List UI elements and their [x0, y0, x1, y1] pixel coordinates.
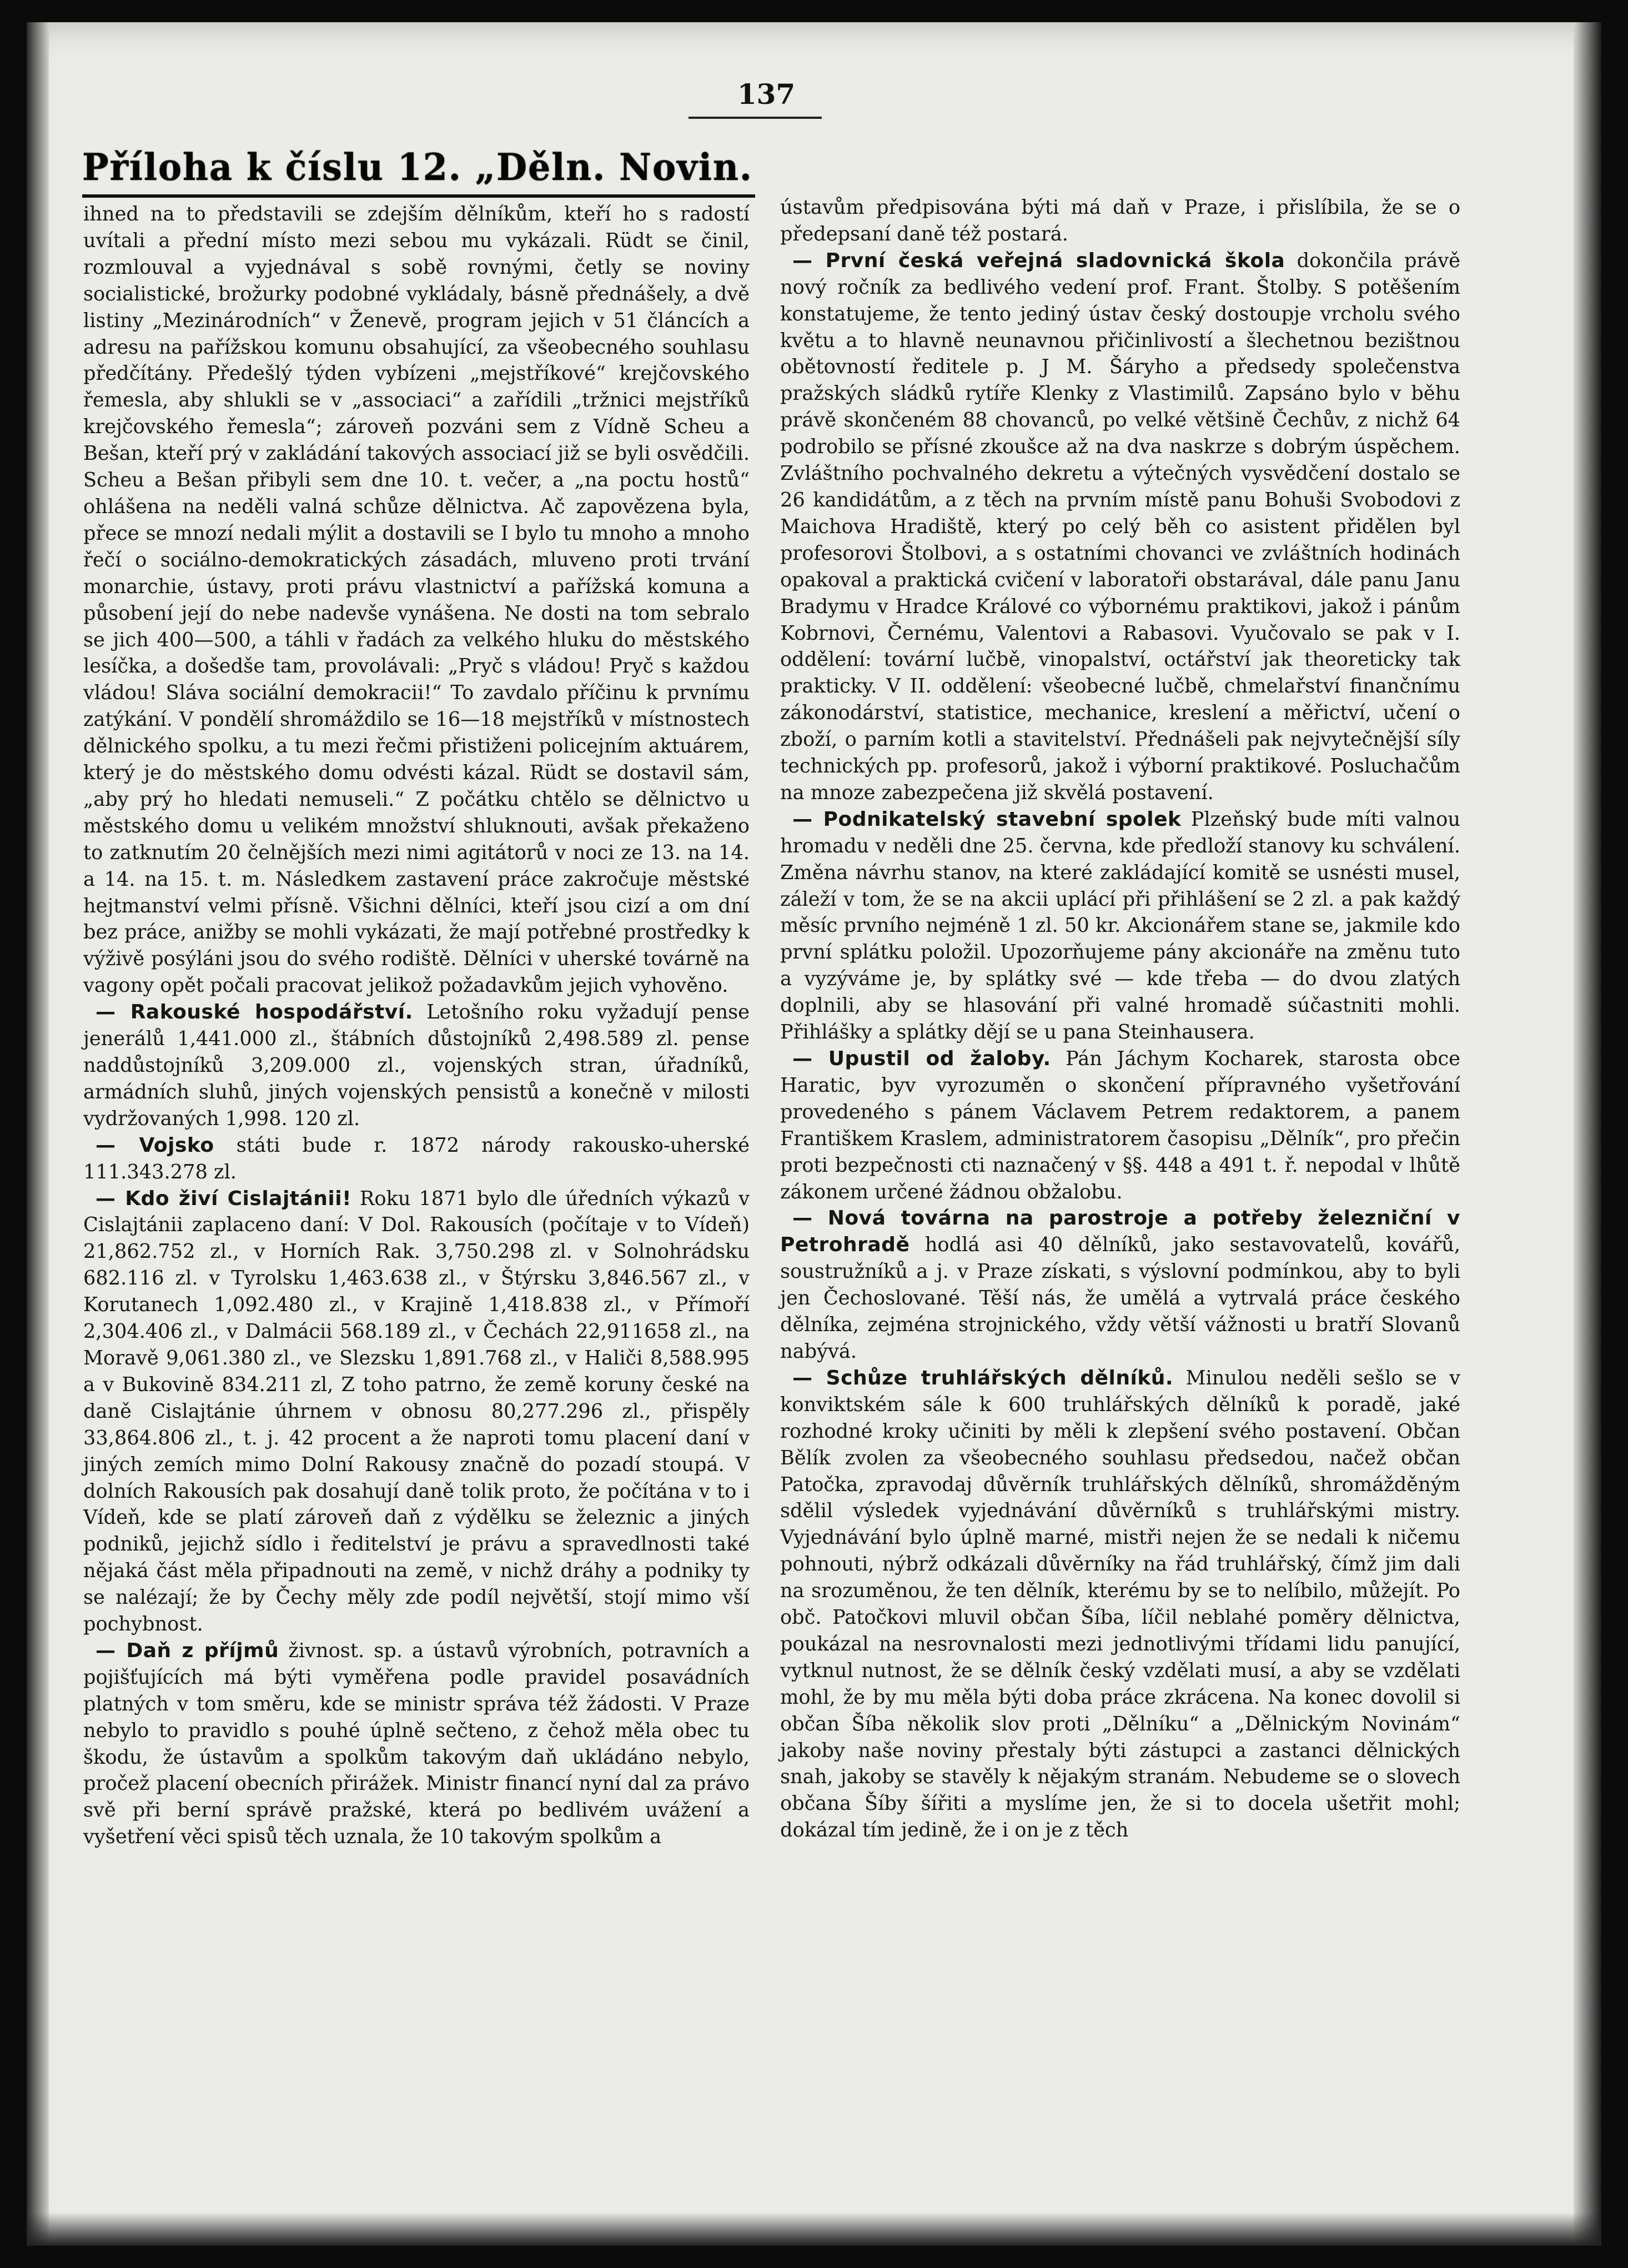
news-item-heading: — Rakouské hospodářství. [96, 1001, 413, 1024]
supplement-masthead: Příloha k číslu 12. „Děln. Novin. [82, 145, 753, 189]
news-item [83, 1132, 750, 1186]
news-item-heading: — Nová továrna na parostroje a potřeby železniční v Petrohradě [780, 1207, 1460, 1257]
news-item-heading: — Podnikatelský stavební spolek [792, 807, 1182, 831]
news-item-heading: — První česká veřejná sladovnická škola [792, 249, 1285, 272]
news-item-heading: — Vojsko [96, 1133, 214, 1157]
news-item-body: státi bude r. 1872 národy rakousko-uherské 111.343.278 zl. [83, 1133, 750, 1183]
news-item-body: dokončila právě nový ročník za bedlivého vedení prof. Frant. Štolby. S potěšením konstatujeme, že tento jediný ústav český dostoupje vrcholu svého květu a to hlavně neunavnou přičinlivostí a šlechetnou bezištnou obětovností ředitele p. J M. Šáryho a předsedy společenstva pražských sládků rytíře Klenky z Vlastimilů. Zapsáno bylo v běhu právě skončeném 88 chovanců, po velké většině Čechův, z nichž 64 podrobilo se přísné zkoušce až na dva naskrze s dobrým úspěchem. Zvláštního pochvalného dekretu a výtečných vysvědčení dostalo se 26 kandidátům, a z těch na prvním místě panu Bohuši Svobodovi z Maichova Hradiště, který po celý běh co asistent přidělen byl profesorovi Štolbovi, a s ostatními chovanci ve zvláštních hodinách opakoval a praktická cvičení v laboratoři obstarával, dále panu Janu Bradymu v Hradce Králové co výbornému praktikovi, jakož i pánům Kobrnovi, Černému, Valentovi a Rabasovi. Vyučovalo se pak v I. oddělení: tovární lučbě, vinopalství, octářství jak theoreticky tak prakticky. V II. oddělení: všeobecné lučbě, chmelařství finančnímu zákonodárství, statistice, mechanice, kreslení a měřictví, učení o zboží, o parním kotli a stavitelství. Přednášeli pak nejvytečnější síly technických pp. profesorů, jakož i výborní praktikové. Posluchačům na mnoze zabezpečena již skvělá postavení. [780, 249, 1461, 804]
page-number-rule [689, 117, 822, 119]
article-paragraph: ústavům předpisována býti má daň v Praze, i přislíbila, že se o předepsaní daně též postará. [780, 196, 1460, 245]
news-item-body: Minulou neděli sešlo se v konviktském sále k 600 truhlářských dělníků k poradě, jaké rozhodné kroky učiniti by měli k zlepšení svého postavení. Občan Bělík zvolen za všeobecného souhlasu předsedou, načež občan Patočka, zpravodaj důvěrník truhlářských dělníků, shromážděným sdělil výsledek vyjednávání důvěrníků s truhlářskými mistry. Vyjednávání bylo úplně marné, mistři nejen že se nedali k ničemu pohnouti, nýbrž odkázali důvěrníky na řád truhlářský, čímž jim dali na srozuměnou, že ten dělník, kterému by se to nelíbilo, můžejít. Po obč. Patočkovi mluvil občan Šíba, líčil neblahé poměry dělnictva, poukázal na nesrovnalosti mezi jednotlivými třídami lidu panující, vytknul nutnost, že se dělník český vzdělati musí, a aby se vzdělati mohl, že by mu měla býti doba práce zkrácena. Na konec dovolil si občan Šíba několik slov proti „Dělníku“ a „Dělnickým Novinám“ jakoby naše noviny přestaly býti zástupci a zastanci dělnických snah, jakoby se stavěly k nějakým stranám. Nebudeme se o slovech občana Šíby šířiti a myslíme jen, že si to docela ušetřit mohl; dokázal tím jedině, že i on je z těch [780, 1366, 1460, 1842]
news-item [83, 1638, 750, 1850]
news-item [780, 1365, 1460, 1844]
news-item-body: Pán Jáchym Kocharek, starosta obce Haratic, byv vyrozuměn o skončení přípravného vyšetřování provedeného s pánem Václavem Petrem redaktorem, a panem Františkem Kraslem, administratorem časopisu „Dělník“, pro přečin proti bezpečnosti cti naznačený v §§. 448 a 491 t. ř. nepodal v lhůtě zákonem určené žádnou obžalobu. [780, 1047, 1460, 1203]
page-left-edge-shadow [27, 22, 49, 2246]
left-column [83, 201, 750, 1850]
news-item-heading: — Kdo živí Cislajtánii! [96, 1187, 352, 1210]
news-item-body: hodlá asi 40 dělníků, jako sestavovatelů, kovářů, soustružníků a j. v Praze získati, s výslovní podmínkou, aby to byli jen Čechoslované. Těší nás, že umělá a vytrvalá práce českého dělníka, zejména strojnického, vždy větší vážnosti u bratří Slovanů nabývá. [780, 1233, 1460, 1363]
masthead-rule [82, 194, 755, 198]
news-item-body: Roku 1871 bylo dle úředních výkazů v Cislajtánii zaplaceno daní: V Dol. Rakousích (počítaje v to Vídeň) 21,862.752 zl., v Horních Rak. 3,750.298 zl. v Solnohrádsku 682.116 zl. v Tyrolsku 1,463.638 zl., v Štýrsku 3,846.567 zl., v Korutanech 1,092.480 zl., v Krajině 1,418.838 zl., v Přímoří 2,304.406 zl., v Dalmácii 568.189 zl., v Čechách 22,911658 zl., na Moravě 9,061.380 zl., ve Slezsku 1,891.768 zl., v Haliči 8,588.995 a v Bukovině 834.211 zl, Z toho patrno, že země koruny české na daně Cislajtánie úhrnem v obnosu 80,277.296 zl., přispěly 33,864.806 zl., t. j. 42 procent a že naproti tomu placení daní v jiných zemích mimo Dolní Rakousy značně do pozadí stoupá. V dolních Rakousích pak dosahují daně tolik proto, že počítána v to i Vídeň, kde se platí zároveň daň z výdělku se železnic a jiných podniků, jejichž sídlo i ředitelství je právu a spravedlnosti také nějaká část měla připadnouti na země, v nichž dráhy a podniky ty se nalézají; že by Čechy měly zde podíl největší, stojí mimo vší pochybnost. [83, 1187, 750, 1636]
news-item [780, 1046, 1460, 1205]
news-item-body: Letošního roku vyžadují pense jenerálů 1,441.000 zl., štábních důstojníků 2,498.589 zl. pense naddůstojníků 3,209.000 zl., vojenských stran, úřadníků, armádních sluhů, jiných vojenských pensistů a konečně v milosti vydržovaných 1,998. 120 zl. [83, 1001, 750, 1130]
news-item-heading: — Schůze truhlářských dělníků. [792, 1366, 1174, 1389]
news-item [83, 1186, 750, 1638]
page-right-edge-shadow [1574, 22, 1601, 2246]
news-item-heading: — Upustil od žaloby. [792, 1047, 1051, 1070]
news-item [83, 999, 750, 1132]
news-item-heading: — Daň z příjmů [96, 1639, 279, 1662]
news-item [780, 1205, 1460, 1364]
page-bottom-edge-shadow [27, 2212, 1601, 2246]
right-column [780, 194, 1460, 1844]
news-item-body: Plzeňský bude míti valnou hromadu v neděli dne 25. června, kde předloží stanovy ku schválení. Změna návrhu stanov, na které zakládající komitě se usnésti musel, záleží v tom, že se na akcii uplácí při přihlášení se 2 zl. a pak každý měsíc prvního nejméně 1 zl. 50 kr. Akcionářem stane se, jakmile kdo první splátku položil. Upozorňujeme pány akcionáře na změnu tuto a vyzýváme je, by splátky své — kde třeba — do dvou zlatých doplnili, aby se hlasování při valné hromadě súčastniti mohli. Přihlášky a splátky dějí se u pana Steinhausera. [780, 807, 1461, 1044]
page-number: 137 [737, 78, 796, 111]
news-item-body: živnost. sp. a ústavů výrobních, potravních a pojišťujících má býti vyměřena podle pravidel posavádních platných v tom směru, kde se ministr správa též žádosti. V Praze nebylo to pravidlo s pouhé úplně sečteno, z čehož měla obec tu škodu, že ústavům a spolkům takovým daň ukládáno nebylo, pročež placení obecních přirážek. Ministr financí nyní dal za právo svě při berní správě pražské, která po bedlivém uvážení a vyšetření věci spisů těch uznala, že 10 takovým spolkům a [83, 1639, 750, 1849]
news-item [780, 806, 1460, 1046]
news-item [780, 248, 1460, 806]
article-paragraph: ihned na to představili se zdejším dělníkům, kteří ho s radostí uvítali a přední místo mezi sebou mu vykázali. Rüdt se činil, rozmlouval a vyjednával s sobě rovnými, četly se noviny socialistické, brožurky podobné vykládaly, básně přednášely, a dvě listiny „Mezinárodních“ v Ženevě, program jejich v 51 článcích a adresu na pařížskou komunu obsahující, za všeobecného souhlasu předčítány. Předešlý týden vybízeni „mejstříkové“ krejčovského řemesla, aby shlukli se v „associaci“ a zařídili „tržnici mejstříků krejčovského řemesla“; zároveň pozváni sem z Vídně Scheu a Bešan, kteří prý v zakládání takových associací již se byli osvědčili. Scheu a Bešan přibyli sem dne 10. t. večer, a „na poctu hostů“ ohlášena na neděli valná schůze dělnictva. Ač zapovězena byla, přece se mnozí nedali mýlit a dostavili se I bylo tu mnoho a mnoho řečí o sociálno-demokratických zásadách, mluveno proti trvání monarchie, ústavy, proti právu vlastnictví a pařížská komuna a působení její do nebe nadevše vynášena. Ne dosti na tom sebralo se jich 400—500, a táhli v řadách za velkého hluku do městského lesíčka, a došedše tam, provolávali: „Pryč s vládou! Pryč s každou vládou! Sláva sociální demokracii!“ To zavdalo příčinu k prvnímu zatýkání. V pondělí shromáždilo se 16—18 mejstříků v místnostech dělnického spolku, a tu mezi řečmi přistiženi policejním aktuárem, který je do městského domu odvésti kázal. Rüdt se dostavil sám, „aby prý ho hledati nemuseli.“ Z počátku chtělo se dělnictvo u městského domu u velikém množství shluknouti, avšak překaženo to zatknutím 20 čelnějších mezi nimi agitátorů v noci ze 13. na 14. a 14. na 15. t. m. Následkem zastavení práce zakročuje městské hejtmanství velmi přísně. Všichni dělníci, kteří jsou cizí a om dní bez práce, anižby se mohli vykázati, že mají potřebné prostředky k výživě posýláni jsou do svého rodiště. Dělníci v uherské továrně na vagony opět počali pracovat jelikož požadavkům jejich vyhověno. [83, 203, 750, 997]
